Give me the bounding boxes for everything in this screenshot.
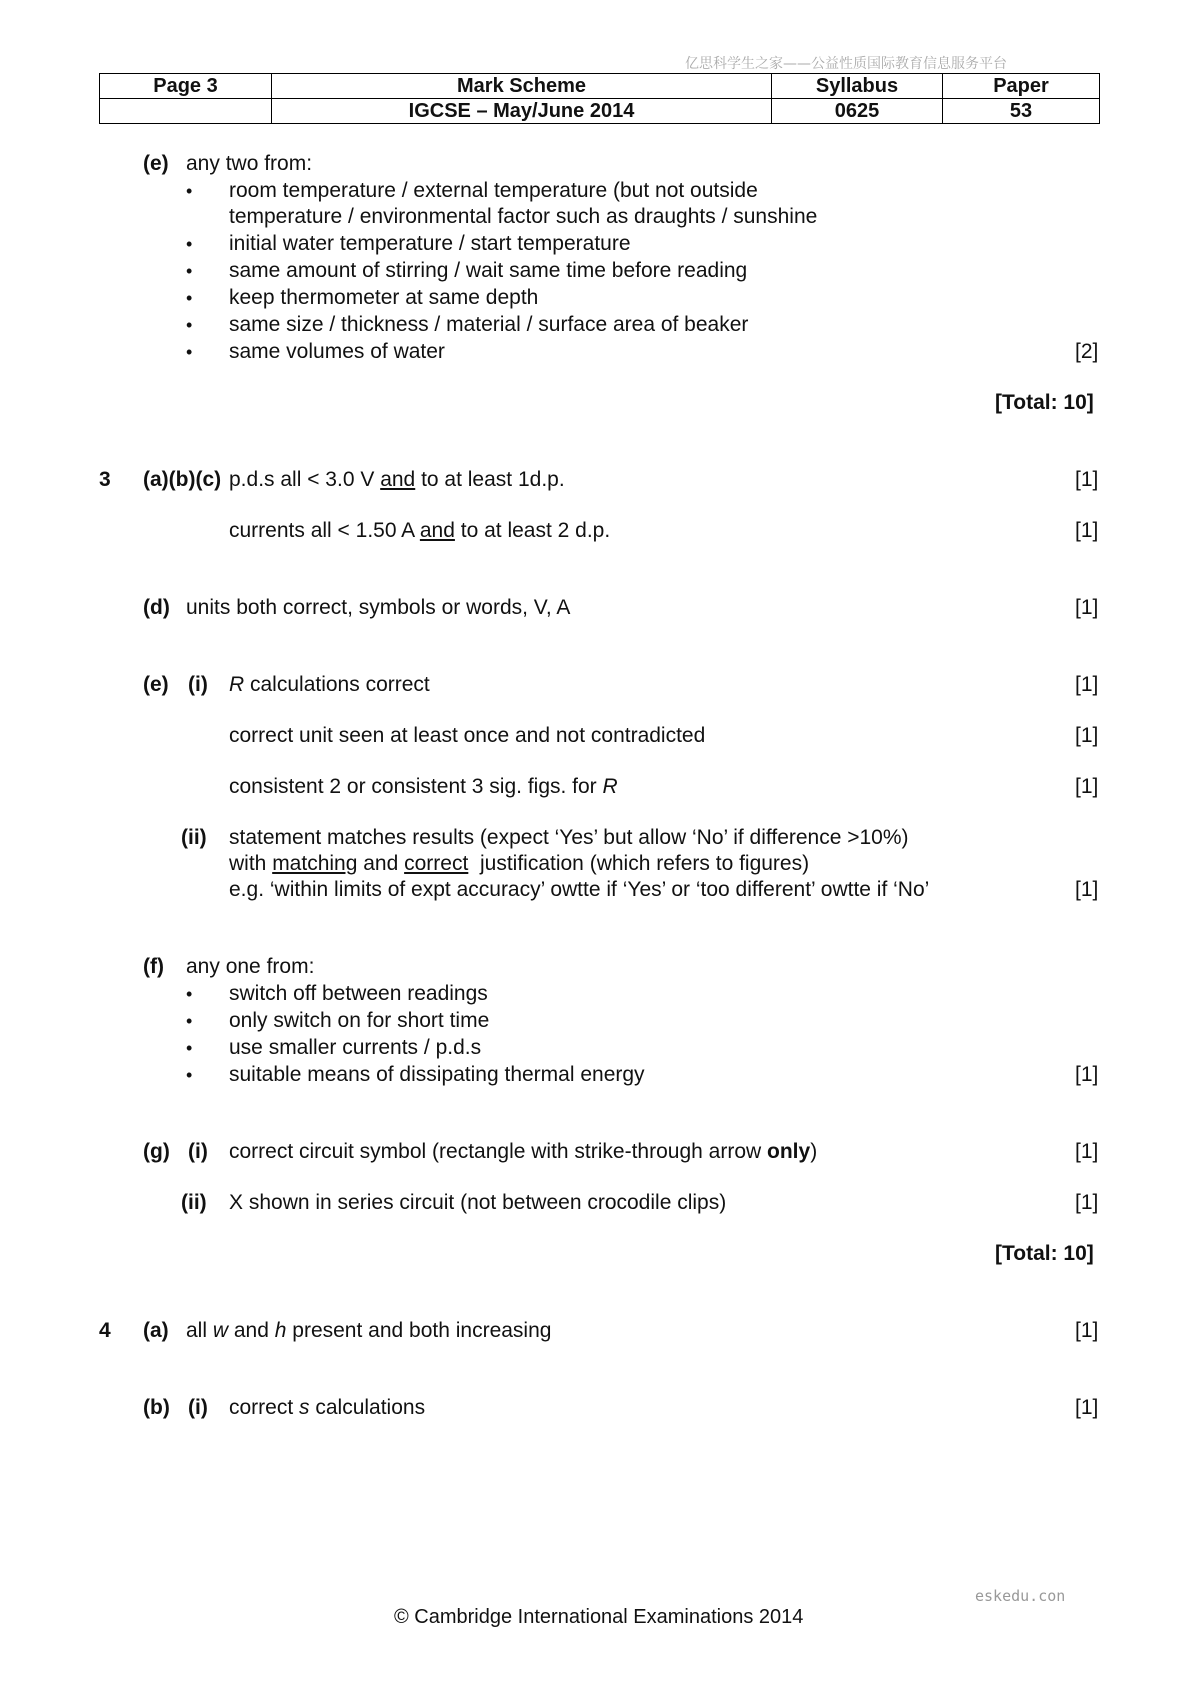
q2e-mark: [2] (1075, 340, 1099, 363)
q3e-i-label: (i) (188, 673, 208, 696)
footer-site: eskedu.con (975, 1587, 1066, 1605)
bullet-icon: • (186, 1065, 193, 1085)
q4b-i-label: (i) (188, 1396, 208, 1419)
q3g-i-text: correct circuit symbol (rectangle with strike-through arrow only) (229, 1140, 818, 1163)
q3f-bullet: suitable means of dissipating thermal energy (229, 1063, 645, 1086)
q3f-intro: any one from: (186, 955, 315, 978)
q2e-bullet-cont: temperature / environmental factor such as draughts / sunshine (229, 205, 818, 228)
bullet-icon: • (186, 315, 193, 335)
q3e-i-line2: correct unit seen at least once and not contradicted (229, 724, 706, 747)
q4b-i-mark: [1] (1075, 1396, 1099, 1419)
q3d-mark: [1] (1075, 596, 1099, 619)
header-syllabus-label: Syllabus (772, 74, 943, 99)
q3e-i-line3: consistent 2 or consistent 3 sig. figs. for R (229, 775, 618, 798)
header-exam: IGCSE – May/June 2014 (272, 99, 772, 124)
q3-abc-mark1: [1] (1075, 468, 1099, 491)
header-paper-label: Paper (943, 74, 1100, 99)
q3e-ii-line1: statement matches results (expect ‘Yes’ but allow ‘No’ if difference >10%) (229, 826, 909, 849)
header-table (99, 73, 1100, 124)
bullet-icon: • (186, 1011, 193, 1031)
q3d-label: (d) (143, 596, 170, 619)
q3e-label: (e) (143, 673, 169, 696)
q4a-text: all w and h present and both increasing (186, 1319, 552, 1342)
q2e-bullet: keep thermometer at same depth (229, 286, 539, 309)
q3-abc-mark2: [1] (1075, 519, 1099, 542)
q3g-ii-text: X shown in series circuit (not between crocodile clips) (229, 1191, 727, 1214)
q3f-label: (f) (143, 955, 164, 978)
bullet-icon: • (186, 984, 193, 1004)
bullet-icon: • (186, 234, 193, 254)
q3e-ii-label: (ii) (181, 826, 207, 849)
q3g-label: (g) (143, 1140, 170, 1163)
q2e-bullet: same size / thickness / material / surface area of beaker (229, 313, 749, 336)
header-syllabus: 0625 (772, 99, 943, 124)
bullet-icon: • (186, 181, 193, 201)
q2e-bullet: initial water temperature / start temperature (229, 232, 631, 255)
q3e-ii-line3: e.g. ‘within limits of expt accuracy’ owtte if ‘Yes’ or ‘too different’ owtte if ‘No’ (229, 878, 930, 901)
header-empty-cell (100, 99, 272, 124)
header-paper: 53 (943, 99, 1100, 124)
q3e-i-mark3: [1] (1075, 775, 1099, 798)
header-title: Mark Scheme (272, 74, 772, 99)
q4b-label: (b) (143, 1396, 170, 1419)
q2e-label: (e) (143, 152, 169, 175)
q4b-i-text: correct s calculations (229, 1396, 426, 1419)
q2e-bullet: room temperature / external temperature (but not outside (229, 179, 758, 202)
q3f-mark: [1] (1075, 1063, 1099, 1086)
q3e-ii-line2: with matching and correct justification (which refers to figures) (229, 852, 810, 875)
q3-abc-line2: currents all < 1.50 A and to at least 2 d.p. (229, 519, 611, 542)
q3-abc-line1: p.d.s all < 3.0 V and to at least 1d.p. (229, 468, 565, 491)
q3g-i-label: (i) (188, 1140, 208, 1163)
q2e-intro: any two from: (186, 152, 313, 175)
footer-copyright: © Cambridge International Examinations 2014 (394, 1606, 804, 1628)
q3e-ii-mark: [1] (1075, 878, 1099, 901)
bullet-icon: • (186, 261, 193, 281)
bullet-icon: • (186, 1038, 193, 1058)
q3f-bullet: only switch on for short time (229, 1009, 490, 1032)
q3d-text: units both correct, symbols or words, V, A (186, 596, 571, 619)
q2e-bullet: same amount of stirring / wait same time before reading (229, 259, 748, 282)
q3-number: 3 (99, 468, 111, 491)
q3e-i-mark2: [1] (1075, 724, 1099, 747)
q3f-bullet: switch off between readings (229, 982, 488, 1005)
q4-number: 4 (99, 1319, 111, 1342)
q3e-i-mark: [1] (1075, 673, 1099, 696)
q3g-ii-label: (ii) (181, 1191, 207, 1214)
q2e-bullet: same volumes of water (229, 340, 445, 363)
bullet-icon: • (186, 288, 193, 308)
q3g-i-mark: [1] (1075, 1140, 1099, 1163)
q2-total: [Total: 10] (995, 391, 1094, 414)
q3e-i-text: R calculations correct (229, 673, 430, 696)
q3f-bullet: use smaller currents / p.d.s (229, 1036, 482, 1059)
watermark-text: 亿思科学生之家——公益性质国际教育信息服务平台 (685, 56, 1007, 72)
header-page: Page 3 (100, 74, 272, 99)
q3g-ii-mark: [1] (1075, 1191, 1099, 1214)
q3-total: [Total: 10] (995, 1242, 1094, 1265)
q3-abc-label: (a)(b)(c) (143, 468, 222, 491)
bullet-icon: • (186, 342, 193, 362)
q4a-label: (a) (143, 1319, 169, 1342)
q4a-mark: [1] (1075, 1319, 1099, 1342)
